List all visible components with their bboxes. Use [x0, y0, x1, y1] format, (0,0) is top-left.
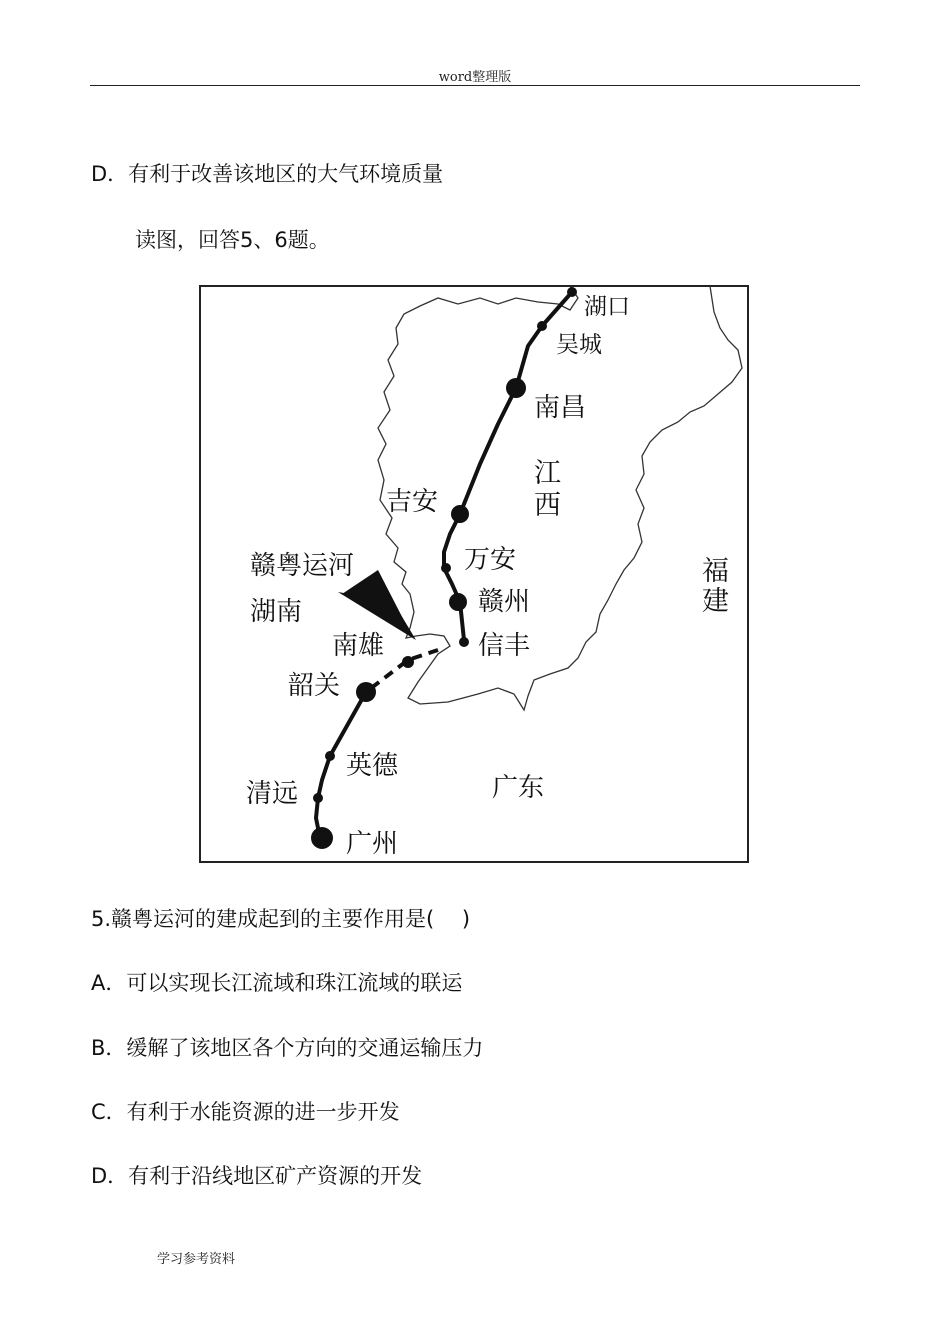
label-ganzhou: 赣州	[478, 587, 531, 617]
hukou-dot	[567, 287, 577, 297]
shaoguan-dot	[356, 682, 376, 702]
q5-stem: 5.赣粤运河的建成起到的主要作用是( )	[91, 907, 471, 931]
label-guangzhou: 广州	[346, 829, 399, 859]
q5-option-c: C．有利于水能资源的进一步开发	[91, 1100, 400, 1124]
q5-option-d: D．有利于沿线地区矿产资源的开发	[91, 1164, 423, 1188]
ganzhou-dot	[449, 593, 467, 611]
label-xinfeng: 信丰	[478, 631, 531, 661]
jian-dot	[451, 505, 469, 523]
label-fujian-2: 建	[702, 586, 729, 617]
q5-option-a: A．可以实现长江流域和珠江流域的联运	[91, 971, 463, 995]
label-hukou: 湖口	[584, 294, 630, 320]
label-nanxiong: 南雄	[332, 631, 385, 661]
label-canal: 赣粤运河	[250, 551, 355, 581]
nanxiong-dot	[402, 656, 414, 668]
q4-option-d: D．有利于改善该地区的大气环境质量	[91, 162, 444, 186]
label-wanan: 万安	[464, 545, 517, 575]
canal-map	[198, 284, 750, 864]
instruction: 读图，回答5、6题。	[135, 228, 330, 252]
nanchang-dot	[506, 378, 526, 398]
yingde-dot	[325, 751, 335, 761]
guangzhou-dot	[311, 827, 333, 849]
label-hunan: 湖南	[250, 597, 303, 627]
header-rule	[90, 85, 860, 86]
label-shaoguan: 韶关	[288, 671, 341, 701]
label-guangdong: 广东	[492, 773, 545, 803]
label-fujian-1: 福	[702, 556, 729, 587]
label-jiangxi-2: 西	[534, 490, 561, 521]
wanan-dot	[441, 563, 451, 573]
q5-option-b: B．缓解了该地区各个方向的交通运输压力	[91, 1036, 484, 1060]
label-nanchang: 南昌	[534, 393, 587, 423]
label-jiangxi-1: 江	[534, 458, 561, 489]
xinfeng-dot	[459, 637, 469, 647]
page-header: word整理版	[438, 70, 512, 85]
page-footer: 学习参考资料	[157, 1252, 236, 1267]
label-qingyuan: 清远	[246, 779, 299, 809]
wucheng-dot	[537, 321, 547, 331]
label-jian: 吉安	[386, 487, 439, 517]
label-yingde: 英德	[346, 751, 399, 781]
label-wucheng: 吴城	[556, 332, 602, 358]
qingyuan-dot	[313, 793, 323, 803]
